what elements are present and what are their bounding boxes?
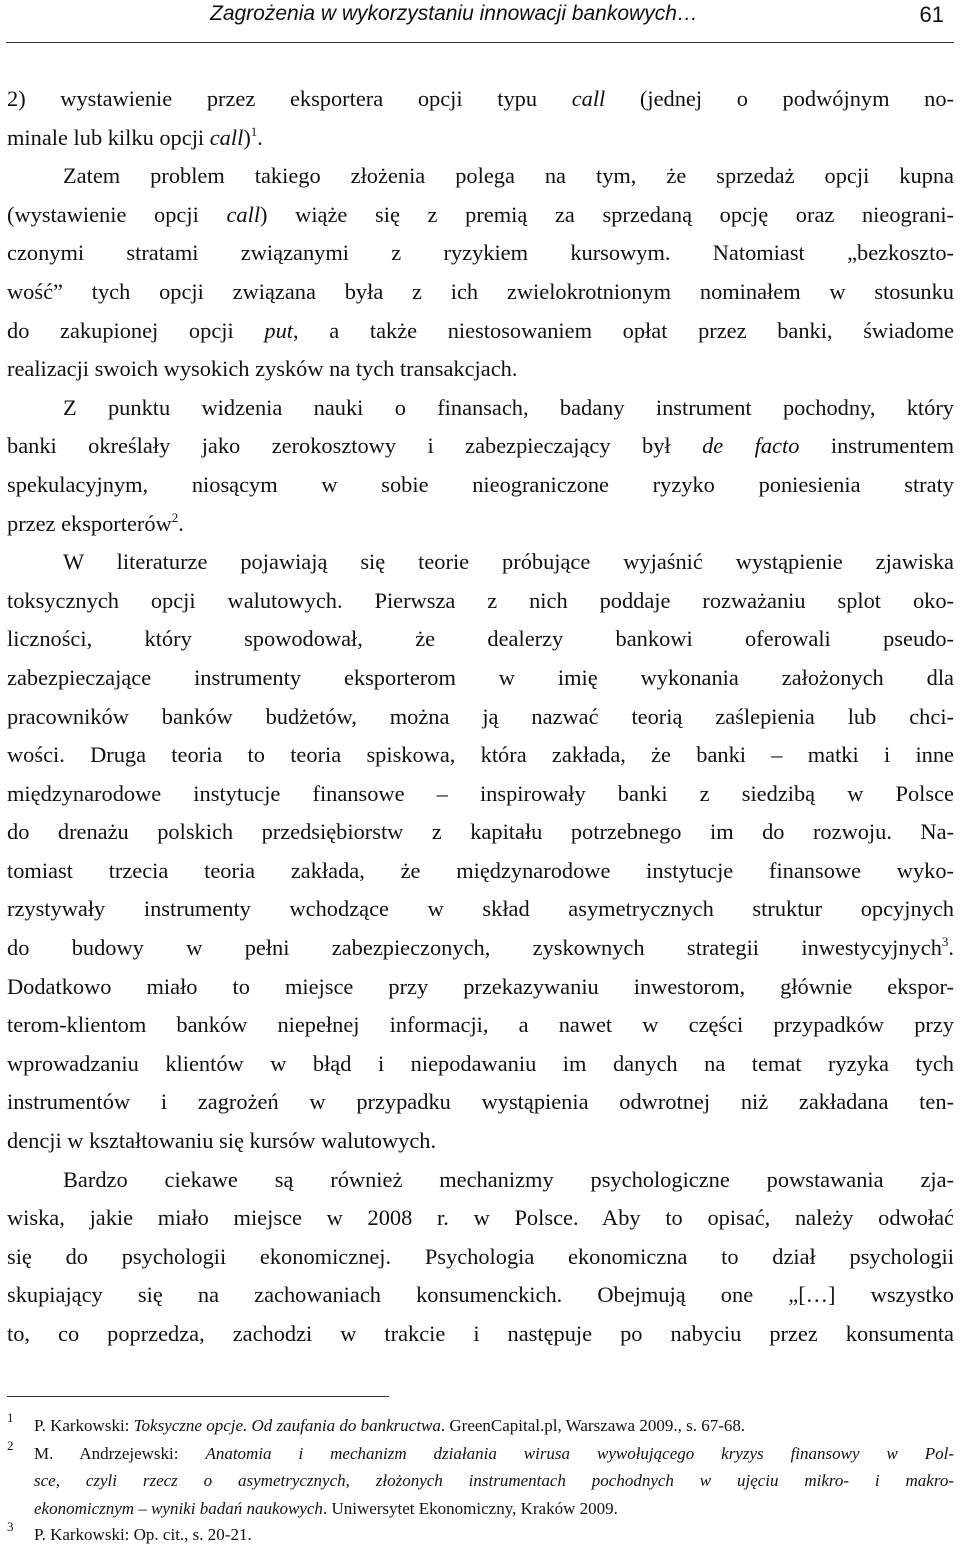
footnote-separator — [7, 1396, 389, 1397]
footnote-2 — [7, 1440, 954, 1522]
text-run: wprowadzaniu klientów w błąd i niepodawaniu im danych na temat ryzyka tych — [7, 1050, 954, 1076]
text-run: toksycznych opcji walutowych. Pierwsza z nich poddaje rozważaniu splot oko- — [7, 587, 954, 613]
text-run: . — [178, 510, 184, 536]
text-run: skupiający się na zachowaniach konsumenckich. Obejmują one „[…] wszystko — [7, 1282, 954, 1308]
text-line — [7, 350, 954, 389]
text-run: do drenażu polskich przedsiębiorstw z kapitału potrzebnego im do rozwoju. Na- — [7, 819, 954, 845]
text-run: międzynarodowe instytucje finansowe – inspirowały banki z siedzibą w Polsce — [7, 780, 954, 806]
text-line — [7, 234, 954, 273]
text-line — [7, 1122, 954, 1161]
italic-text: call — [209, 124, 244, 150]
text-run: ) wiąże się z premią za sprzedaną opcję oraz nieograni- — [260, 201, 954, 227]
text-run: ) — [243, 124, 251, 150]
text-line — [7, 659, 954, 698]
text-line — [7, 312, 954, 351]
text-line — [7, 427, 954, 466]
text-run: instrumentem — [799, 433, 954, 459]
text-run: . GreenCapital.pl, Warszawa 2009., s. 67-68. — [440, 1416, 746, 1435]
footnote-line — [34, 1521, 954, 1548]
text-run: tomiast trzecia teoria zakłada, że międzynarodowe instytucje finansowe wyko- — [7, 857, 954, 883]
text-run: Bardzo ciekawe są również mechanizmy psychologiczne powstawania zja- — [63, 1166, 954, 1192]
text-line — [7, 620, 954, 659]
text-run: wości. Druga teoria to teoria spiskowa, która zakłada, że banki – matki i inne — [7, 742, 954, 768]
text-line — [7, 273, 954, 312]
italic-text: call — [571, 86, 606, 111]
text-run: P. Karkowski: Op. cit., s. 20-21. — [34, 1525, 252, 1544]
footnote-line — [34, 1440, 954, 1467]
text-run: spekulacyjnym, niosącym w sobie nieograniczone ryzyko poniesienia straty — [7, 471, 954, 497]
text-line — [7, 968, 954, 1007]
italic-text: de facto — [702, 433, 800, 459]
text-run: Dodatkowo miało to miejsce przy przekazywaniu inwestorom, głównie ekspor- — [7, 973, 954, 999]
footnote-ref: 3 — [941, 934, 949, 950]
text-line — [7, 890, 954, 929]
text-run: zabezpieczające instrumenty eksporterom w imię wykonania założonych dla — [7, 664, 954, 690]
text-run: Z punktu widzenia nauki o finansach, badany instrument pochodny, który — [63, 394, 954, 420]
italic-text: Toksyczne opcje. Od zaufania do bankructwa — [133, 1416, 441, 1435]
text-line — [7, 813, 954, 852]
text-line — [7, 196, 954, 235]
page-number: 61 — [919, 2, 944, 27]
footnote-text — [34, 1412, 954, 1439]
text-line — [7, 1045, 954, 1084]
text-line — [7, 698, 954, 737]
italic-text: sce, czyli rzecz o asymetrycznych, złożonych instrumentach pochodnych w ujęciu mikro- i makro- — [34, 1471, 954, 1491]
text-run: W literaturze pojawiają się teorie próbujące wyjaśnić wystąpienie zjawiska — [63, 549, 954, 575]
italic-text: call — [226, 201, 261, 227]
text-line — [7, 1315, 954, 1354]
text-run: minale lub kilku opcji — [7, 124, 210, 150]
text-line — [7, 157, 954, 196]
text-run: dencji w kształtowaniu się kursów walutowych. — [7, 1128, 437, 1154]
text-line — [7, 466, 954, 505]
text-run: się do psychologii ekonomicznej. Psychologia ekonomiczna to dział psychologii — [7, 1243, 954, 1269]
footnote-text — [34, 1521, 954, 1548]
footnote-ref: 2 — [171, 509, 179, 525]
text-line — [7, 929, 954, 968]
text-run: . — [257, 124, 263, 150]
body-text — [7, 80, 954, 1354]
text-run: P. Karkowski: — [34, 1416, 134, 1435]
text-run: wiska, jakie miało miejsce w 2008 r. w Polsce. Aby to opisać, należy odwołać — [7, 1205, 954, 1231]
footnote-number: 2 — [7, 1438, 14, 1453]
text-line — [7, 1238, 954, 1277]
text-line — [7, 119, 954, 158]
text-run: M. Andrzejewski: — [34, 1444, 206, 1463]
text-run: 2) wystawienie przez eksportera opcji typu — [7, 86, 572, 111]
text-line — [7, 1199, 954, 1238]
text-run: , a także niestosowaniem opłat przez banki, świadome — [293, 317, 955, 343]
text-line — [7, 80, 954, 119]
text-line — [7, 582, 954, 621]
footnote-line — [34, 1412, 954, 1439]
text-run: (wystawienie opcji — [7, 201, 227, 227]
footnote-line — [34, 1467, 954, 1494]
text-run: . Uniwersytet Ekonomiczny, Kraków 2009. — [322, 1498, 618, 1518]
text-line — [7, 1006, 954, 1045]
text-run: to, co poprzedza, zachodzi w trakcie i następuje po nabyciu przez konsumenta — [7, 1321, 954, 1346]
text-run: wość” tych opcji związana była z ich zwielokrotnionym nominałem w stosunku — [7, 278, 954, 304]
italic-text: ekonomicznym – wyniki badań naukowych — [34, 1498, 323, 1518]
footnote-line — [34, 1495, 954, 1522]
text-run: terom-klientom banków niepełnej informacji, a nawet w części przypadków przy — [7, 1012, 954, 1038]
text-line — [7, 736, 954, 775]
footnote-ref: 1 — [250, 123, 258, 139]
text-run: rzystywały instrumenty wchodzące w skład asymetrycznych struktur opcyjnych — [7, 896, 954, 922]
text-run: instrumentów i zagrożeń w przypadku wystąpienia odwrotnej niż zakładana ten- — [7, 1089, 954, 1115]
text-run: pracowników banków budżetów, można ją nazwać teorią zaślepienia lub chci- — [7, 703, 954, 729]
text-line — [7, 775, 954, 814]
text-line — [7, 389, 954, 428]
text-line — [7, 543, 954, 582]
text-run: przez eksporterów — [7, 510, 172, 536]
text-line — [7, 1161, 954, 1200]
footnote-number: 3 — [7, 1519, 14, 1534]
footnote-text — [34, 1440, 954, 1522]
text-run: czonymi stratami związanymi z ryzykiem kursowym. Natomiast „bezkoszto- — [7, 240, 954, 266]
footnote-1 — [7, 1412, 954, 1439]
header-rule — [6, 42, 954, 43]
text-line — [7, 1276, 954, 1315]
text-run: banki określały jako zerokosztowy i zabezpieczający był — [7, 433, 703, 459]
running-title: Zagrożenia w wykorzystaniu innowacji bankowych… — [210, 2, 698, 25]
text-run: liczności, który spowodował, że dealerzy bankowi oferowali pseudo- — [7, 626, 954, 652]
italic-text: Anatomia i mechanizm działania wirusa wywołującego kryzys finansowy w Pol- — [205, 1444, 954, 1463]
text-line — [7, 1083, 954, 1122]
footnote-number: 1 — [7, 1410, 14, 1425]
page-header — [6, 0, 952, 42]
text-run: . — [948, 935, 954, 961]
text-run: do zakupionej opcji — [7, 317, 265, 343]
text-run: Zatem problem takiego złożenia polega na tym, że sprzedaż opcji kupna — [63, 163, 954, 189]
text-run: realizacji swoich wysokich zysków na tych transakcjach. — [7, 356, 518, 382]
text-line — [7, 852, 954, 891]
text-run: (jednej o podwójnym no- — [605, 86, 954, 111]
footnote-3 — [7, 1521, 954, 1548]
italic-text: put — [264, 317, 293, 343]
text-run: do budowy w pełni zabezpieczonych, zyskownych strategii inwestycyjnych — [7, 935, 942, 961]
text-line — [7, 505, 954, 544]
